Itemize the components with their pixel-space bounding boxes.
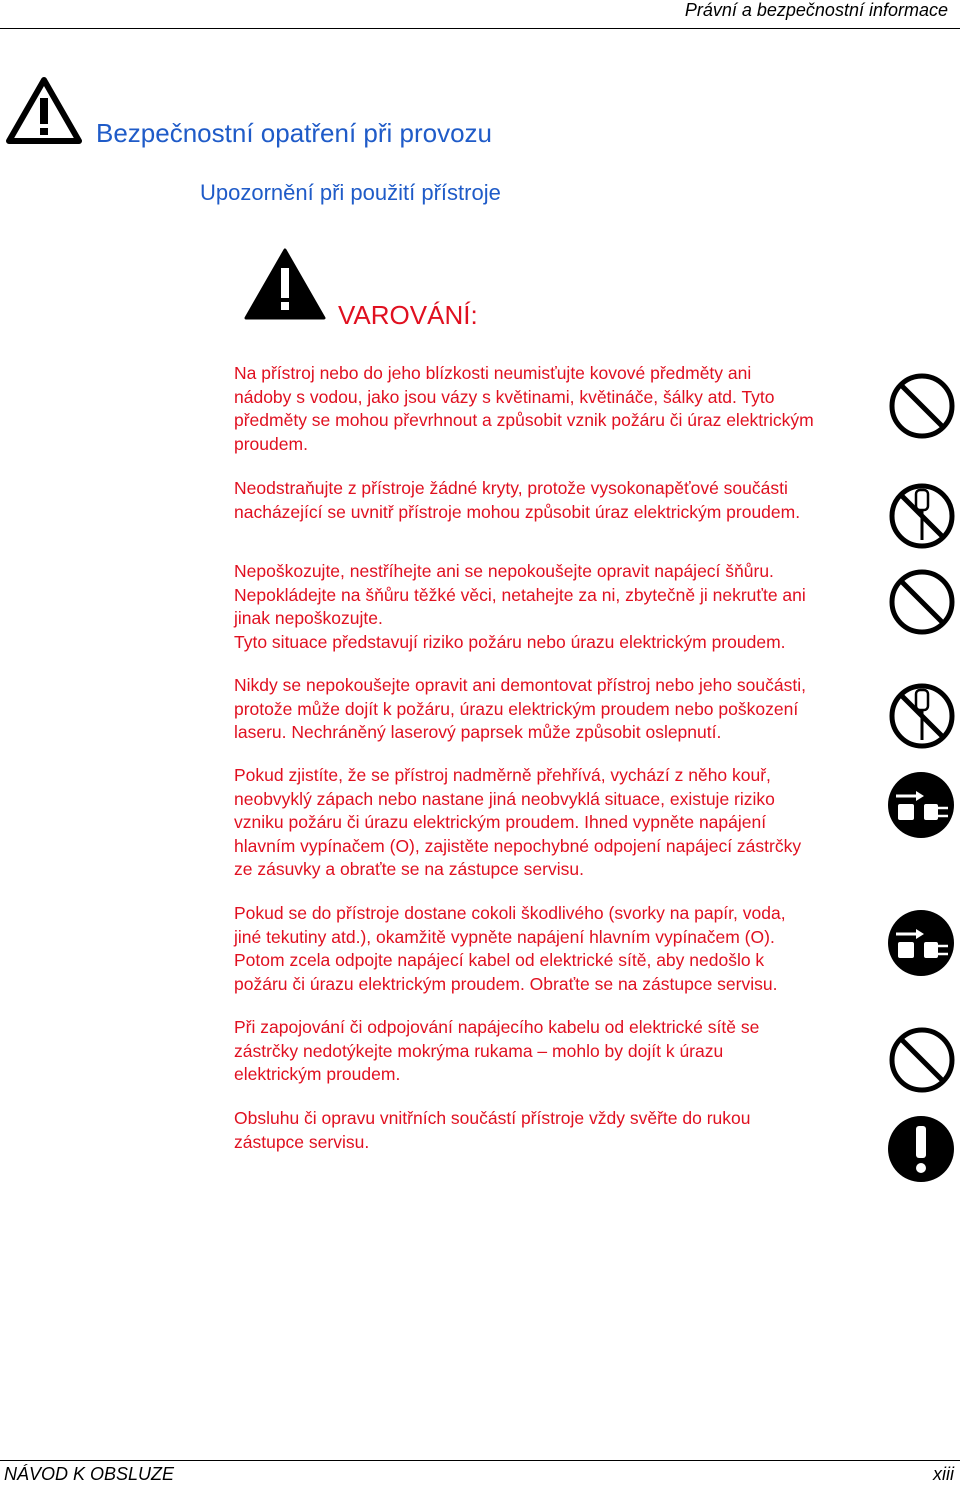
paragraph-line: zástupce servisu.: [234, 1131, 370, 1152]
unplug-icon: [886, 770, 956, 840]
paragraph-line: Obsluhu či opravu vnitřních součástí přístroje vždy svěřte do rukou: [234, 1108, 751, 1128]
paragraph-line: protože může dojít k požáru, úrazu elektrickým proudem nebo poškození: [234, 698, 799, 719]
paragraph-1: [234, 362, 884, 456]
paragraph-line: neobvyklý zápach nebo nastane jiná neobvyklá situace, existuje riziko: [234, 788, 775, 809]
warning-triangle-icon: [6, 76, 82, 144]
paragraph-3: [234, 560, 884, 654]
paragraph-line: vzniku požáru či úrazu elektrickým proudem. Ihned vypněte napájení: [234, 812, 767, 832]
paragraph-line: jiné tekutiny atd.), okamžitě vypněte napájení hlavním vypínačem (O).: [234, 926, 775, 947]
paragraph-line: Nepoškozujte, nestříhejte ani se nepokoušejte opravit napájecí šňůru.: [234, 561, 774, 581]
warning-triangle-filled-icon: [244, 248, 326, 320]
paragraph-line: nacházející se uvnitř přístroje mohou způsobit úraz elektrickým proudem.: [234, 501, 801, 522]
header-rule: [0, 28, 960, 29]
paragraph-line: Neodstraňujte z přístroje žádné kryty, protože vysokonapěťové součásti: [234, 478, 788, 498]
paragraph-line: nádoby s vodou, jako jsou vázy s květinami, květináče, šálky atd. Tyto: [234, 386, 775, 407]
paragraph-line: proudem.: [234, 433, 308, 454]
paragraph-5: [234, 764, 884, 882]
paragraph-line: Pokud zjistíte, že se přístroj nadměrně přehřívá, vychází z něho kouř,: [234, 765, 771, 785]
paragraph-line: Nikdy se nepokoušejte opravit ani demontovat přístroj nebo jeho součásti,: [234, 675, 806, 695]
paragraph-line: elektrickým proudem.: [234, 1064, 401, 1084]
footer-manual-title: NÁVOD K OBSLUZE: [4, 1464, 175, 1484]
no-disassembly-icon: [888, 682, 956, 750]
paragraph-line: Tyto situace představují riziko požáru nebo úrazu elektrickým proudem.: [234, 631, 786, 652]
paragraph-line: ze zásuvky a obraťte se na zástupce servisu.: [234, 859, 584, 879]
header-title: Právní a bezpečnostní informace: [684, 0, 948, 20]
paragraph-line: hlavním vypínačem (O), zajistěte nepochybné odpojení napájecí zástrčky: [234, 835, 802, 856]
paragraph-line: Pokud se do přístroje dostane cokoli škodlivého (svorky na papír, voda,: [234, 903, 786, 923]
paragraph-line: Na přístroj nebo do jeho blízkosti neumisťujte kovové předměty ani: [234, 363, 752, 383]
paragraph-line: Nepokládejte na šňůru těžké věci, netahejte za ni, zbytečně ji nekruťte ani: [234, 584, 806, 605]
paragraph-line: požáru či úrazu elektrickým proudem. Obraťte se na zástupce servisu.: [234, 973, 778, 994]
warning-label: VAROVÁNÍ:: [338, 300, 478, 330]
unplug-icon: [886, 908, 956, 978]
paragraph-line: Potom zcela odpojte napájecí kabel od elektrické sítě, aby nedošlo k: [234, 950, 765, 970]
footer-page-number: xiii: [933, 1464, 954, 1484]
paragraph-8: [234, 1107, 884, 1154]
mandatory-action-icon: [886, 1114, 956, 1184]
no-disassembly-icon: [888, 482, 956, 550]
section-title: Bezpečnostní opatření při provozu: [96, 118, 493, 148]
prohibition-icon: [888, 372, 956, 440]
footer-rule: [0, 1460, 960, 1461]
paragraph-2: [234, 477, 884, 524]
paragraph-line: laseru. Nechráněný laserový paprsek může způsobit oslepnutí.: [234, 722, 722, 742]
prohibition-icon: [888, 1026, 956, 1094]
prohibition-icon: [888, 568, 956, 636]
paragraph-6: [234, 902, 884, 996]
subsection-title: Upozornění při použití přístroje: [200, 180, 501, 205]
paragraph-line: Při zapojování či odpojování napájecího kabelu od elektrické sítě se: [234, 1017, 760, 1037]
paragraph-line: předměty se mohou převrhnout a způsobit vznik požáru či úraz elektrickým: [234, 410, 814, 430]
paragraph-line: jinak nepoškozujte.: [234, 608, 383, 628]
paragraph-7: [234, 1016, 884, 1087]
paragraph-line: zástrčky nedotýkejte mokrýma rukama – mohlo by dojít k úrazu: [234, 1040, 724, 1061]
paragraph-4: [234, 674, 884, 745]
